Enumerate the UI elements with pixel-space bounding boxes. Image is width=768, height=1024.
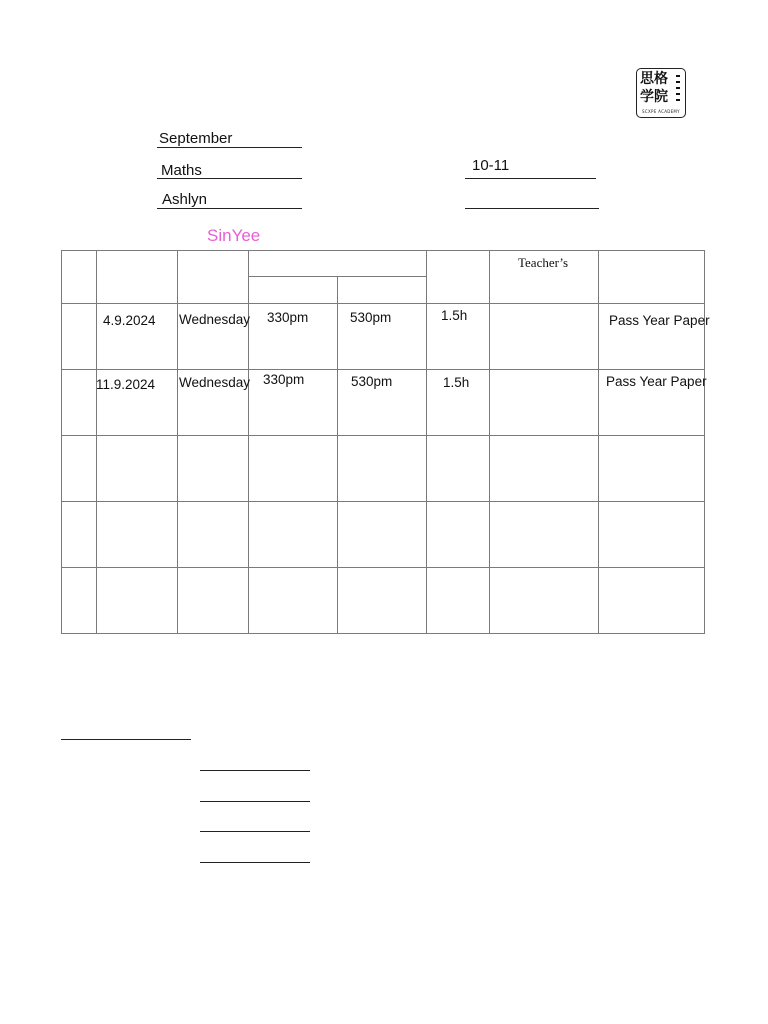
student-field-line xyxy=(157,208,302,209)
table-column-line xyxy=(489,250,490,634)
time-slot-field-line xyxy=(465,178,596,179)
table-column-line xyxy=(598,250,599,634)
logo-mark xyxy=(676,99,680,101)
row1-start-time: 330pm xyxy=(267,310,309,325)
table-border-right xyxy=(704,250,705,634)
month-value: September xyxy=(159,130,233,147)
logo-mark xyxy=(676,75,680,77)
table-row-line xyxy=(61,369,705,370)
table-column-line xyxy=(426,250,427,634)
subject-value: Maths xyxy=(161,162,202,179)
logo-english-text: SCXPE ACADEMY xyxy=(642,109,680,114)
logo-mark xyxy=(676,81,680,83)
table-column-line xyxy=(96,250,97,634)
table-column-line xyxy=(248,250,249,634)
row2-date: 11.9.2024 xyxy=(96,377,156,392)
signature-line xyxy=(200,770,310,771)
row2-day: Wednesday xyxy=(179,375,251,390)
header-teacher-sign: Teacher’s xyxy=(518,255,569,270)
row1-end-time: 530pm xyxy=(350,310,392,325)
subject-field-line xyxy=(157,178,302,179)
total-hours-line xyxy=(61,739,191,740)
academy-logo xyxy=(636,68,686,118)
row2-end-time: 530pm xyxy=(351,374,393,389)
signature-line xyxy=(200,801,310,802)
teacher-name: SinYee xyxy=(207,226,261,245)
attendance-table xyxy=(61,250,710,634)
table-row-line xyxy=(61,501,705,502)
right-blank-field-line xyxy=(465,208,599,209)
table-border-left xyxy=(61,250,62,634)
month-field-line xyxy=(157,147,302,148)
logo-mark xyxy=(676,87,680,89)
table-column-line xyxy=(177,250,178,634)
row1-date: 4.9.2024 xyxy=(103,313,156,328)
logo-mark xyxy=(676,93,680,95)
signature-line xyxy=(200,862,310,863)
logo-chinese-line2: 学院 xyxy=(640,89,668,105)
row2-hours: 1.5h xyxy=(443,375,470,390)
table-header-bottom-line xyxy=(61,303,705,304)
row1-remarks: Pass Year Paper xyxy=(609,313,710,328)
table-row-line xyxy=(61,567,705,568)
student-value: Ashlyn xyxy=(162,191,208,208)
table-column-line xyxy=(337,276,338,634)
table-border-top xyxy=(61,250,705,251)
row1-hours: 1.5h xyxy=(441,308,468,323)
table-row-line xyxy=(61,435,705,436)
signature-line xyxy=(200,831,310,832)
row2-start-time: 330pm xyxy=(263,372,305,387)
row1-day: Wednesday xyxy=(179,312,251,327)
table-border-bottom xyxy=(61,633,705,634)
time-slot-value: 10-11 xyxy=(472,157,510,174)
row2-remarks: Pass Year Paper xyxy=(606,374,707,389)
logo-chinese-line1: 思格 xyxy=(640,71,668,87)
